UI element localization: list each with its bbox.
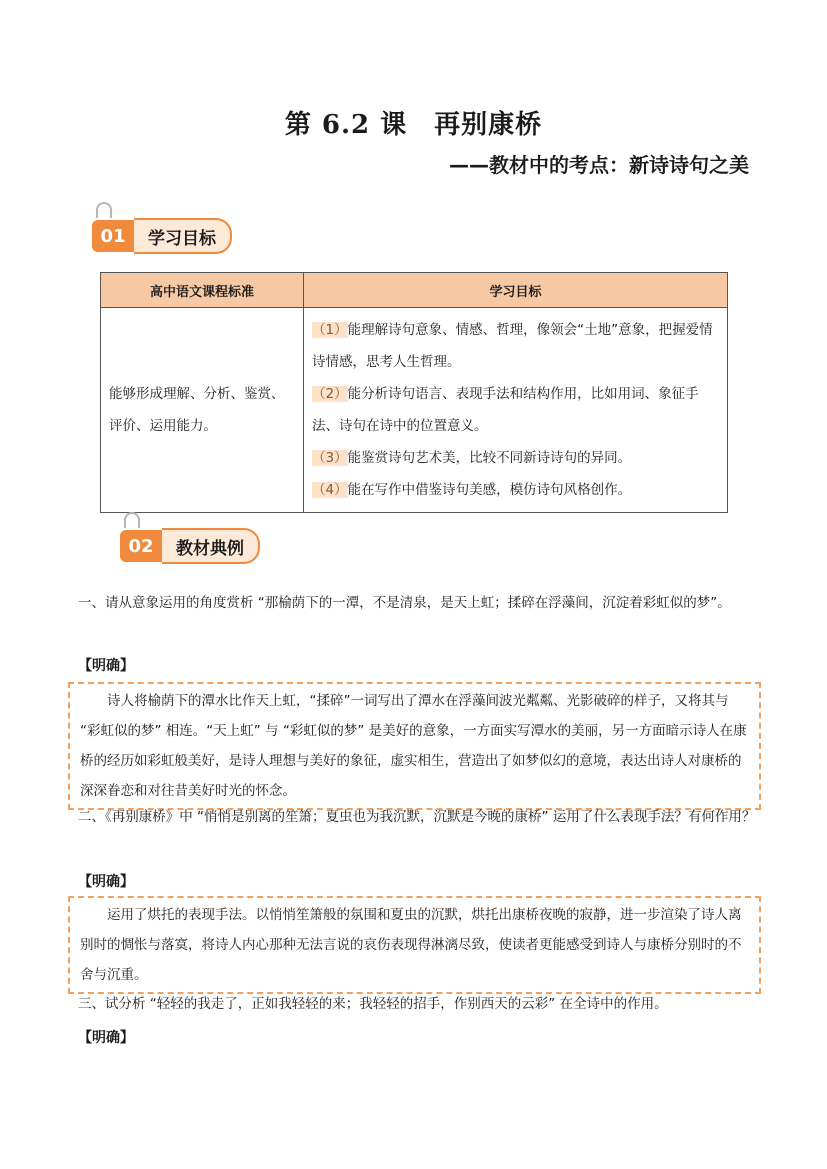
hook-icon <box>96 202 112 218</box>
goal-text: 能分析诗句语言、表现手法和结构作用，比如用词、象征手法、诗句在诗中的位置意义。 <box>312 386 699 434</box>
hook-icon <box>124 512 140 528</box>
goal-number: （1） <box>312 322 348 338</box>
table-header-goals: 学习目标 <box>304 273 728 308</box>
goal-number: （2） <box>312 386 348 402</box>
page-subtitle: ——教材中的考点：新诗诗句之美 <box>449 153 749 177</box>
table-header-standard: 高中语文课程标准 <box>101 273 304 308</box>
goal-text: 能理解诗句意象、情感、哲理，像领会“土地”意象，把握爱情诗情感，思考人生哲理。 <box>312 322 713 370</box>
goal-item <box>312 314 719 378</box>
section-number: 02 <box>120 530 162 562</box>
goal-item <box>312 378 719 442</box>
goal-item <box>312 474 719 506</box>
page-title: 第 6.2 课 再别康桥 <box>284 110 543 140</box>
answer-box-1: 诗人将榆荫下的潭水比作天上虹，“揉碎”一词写出了潭水在浮藻间波光粼粼、光影破碎的样子，又将其与 “彩虹似的梦” 相连。“天上虹” 与 “彩虹似的梦” 是美好的意象，一方面实写潭水的美丽，另一方面暗示诗人在康桥的经历如彩虹般美好，是诗人理想与美好的象征，虚实相生，营造出了如梦似幻的意境，表达出诗人对康桥的深深眷恋和对往昔美好时光的怀念。 <box>68 682 761 810</box>
standard-cell: 能够形成理解、分析、鉴赏、评价、运用能力。 <box>101 308 304 513</box>
answer-label-3: 【明确】 <box>78 1030 134 1046</box>
section-number: 01 <box>92 220 134 252</box>
goals-table <box>100 272 728 513</box>
goal-text: 能在写作中借鉴诗句美感，模仿诗句风格创作。 <box>347 482 632 498</box>
goal-item <box>312 442 719 474</box>
goal-number: （4） <box>312 482 348 498</box>
goal-number: （3） <box>312 450 348 466</box>
question-3: 三、试分析 “轻轻的我走了，正如我轻轻的来；我轻轻的招手，作别西天的云彩” 在全诗中的作用。 <box>78 996 668 1012</box>
table-row <box>101 308 728 513</box>
goals-cell <box>304 308 728 513</box>
question-1: 一、请从意象运用的角度赏析 “那榆荫下的一潭，不是清泉，是天上虹；揉碎在浮藻间，沉淀着彩虹似的梦”。 <box>78 595 731 611</box>
question-2: 二、《再别康桥》中 “悄悄是别离的笙箫；夏虫也为我沉默，沉默是今晚的康桥” 运用了什么表现手法？有何作用？ <box>78 809 756 825</box>
goal-text: 能鉴赏诗句艺术美，比较不同新诗诗句的异同。 <box>347 450 632 466</box>
section-badge-examples <box>120 526 260 566</box>
section-label: 教材典例 <box>162 528 260 564</box>
section-label: 学习目标 <box>134 218 232 254</box>
answer-box-2: 运用了烘托的表现手法。以悄悄笙箫般的氛围和夏虫的沉默，烘托出康桥夜晚的寂静，进一步渲染了诗人离别时的惆怅与落寞，将诗人内心那种无法言说的哀伤表现得淋漓尽致，使读者更能感受到诗人与康桥分别时的不舍与沉重。 <box>68 896 761 994</box>
answer-label-1: 【明确】 <box>78 658 134 674</box>
section-badge-goals <box>92 216 232 256</box>
answer-label-2: 【明确】 <box>78 874 134 890</box>
table-header-row <box>101 273 728 308</box>
